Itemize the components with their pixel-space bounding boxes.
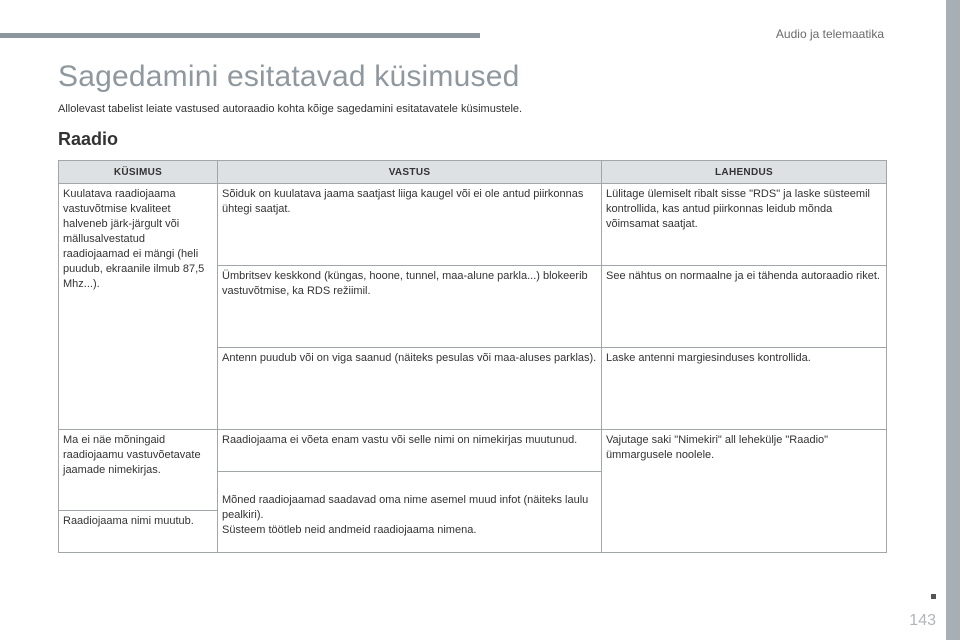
header-solution: LAHENDUS [602,161,887,184]
section-title: Raadio [58,129,119,149]
page-edge-strip [946,0,960,640]
solution-cell: Laske antenni margiesinduses kontrollida. [602,348,887,430]
page-title: Sagedamini esitatavad küsimused [58,60,520,93]
answer-cell: Ümbritsev keskkond (küngas, hoone, tunnel, maa-alune parkla...) blokeerib vastuvõtmise, ka RDS režiimil. [218,266,602,348]
answer-cell: Sõiduk on kuulatava jaama saatjast liiga kaugel või ei ole antud piirkonnas ühtegi saatjat. [218,184,602,266]
answer-cell: Raadiojaama ei võeta enam vastu või selle nimi on nimekirjas muutunud. [218,430,602,472]
header-question: KÜSIMUS [59,161,218,184]
header-rule [0,33,480,38]
solution-cell: Lülitage ülemiselt ribalt sisse "RDS" ja laske süsteemil kontrollida, kas antud piirkonnas leidub mõnda võimsamat saatjat. [602,184,887,266]
question-cell: Raadiojaama nimi muutub. [59,511,218,553]
faq-table [58,160,887,553]
table-row [59,430,887,472]
table-row [59,184,887,266]
table-header-row [59,161,887,184]
page-marker-icon [931,594,936,599]
solution-cell: See nähtus on normaalne ja ei tähenda autoraadio riket. [602,266,887,348]
solution-cell: Vajutage saki "Nimekiri" all lehekülje "Raadio" ümmargusele noolele. [602,430,887,553]
answer-line: Süsteem töötleb neid andmeid raadiojaama nimena. [222,524,477,536]
answer-cell: Antenn puudub või on viga saanud (näiteks pesulas või maa-aluses parklas). [218,348,602,430]
answer-cell [218,472,602,553]
intro-text: Allolevast tabelist leiate vastused autoraadio kohta kõige sagedamini esitatavatele küsimustele. [58,103,523,115]
section-header: Audio ja telemaatika [775,27,884,41]
question-cell: Ma ei näe mõningaid raadiojaamu vastuvõetavate jaamade nimekirjas. [59,430,218,511]
header-answer: VASTUS [218,161,602,184]
question-cell: Kuulatava raadiojaama vastuvõtmise kvaliteet halveneb järk-järgult või mällusalvestatud raadiojaamad ei mängi (heli puudub, ekraanile ilmub 87,5 Mhz...). [59,184,218,430]
answer-line: Mõned raadiojaamad saadavad oma nime asemel muud infot (näiteks laulu pealkiri). [222,494,589,521]
page-number: 143 [909,612,936,629]
